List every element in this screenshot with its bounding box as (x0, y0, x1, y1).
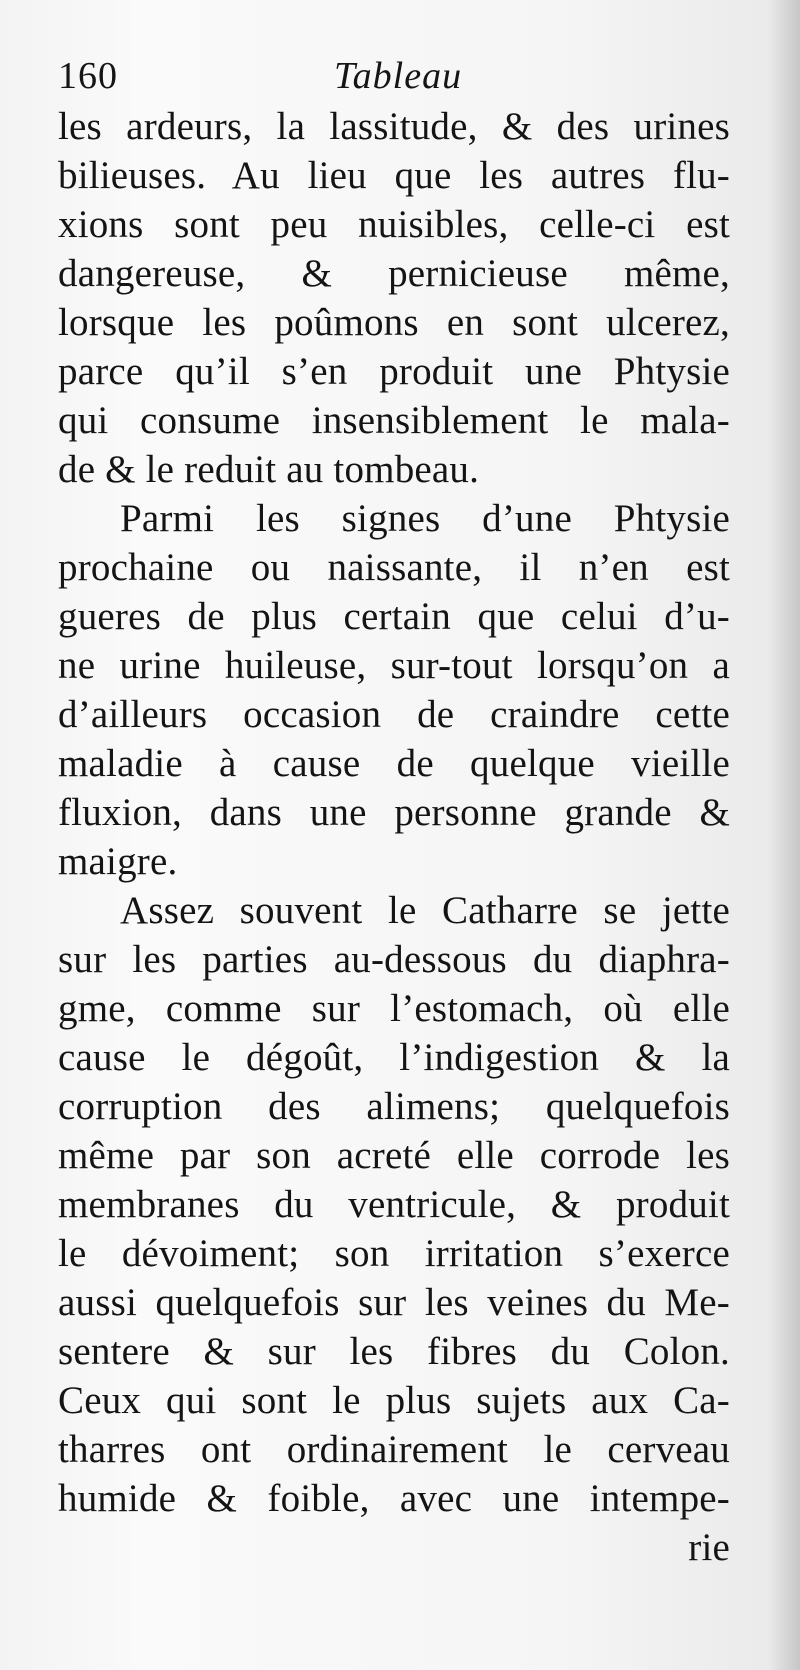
text-line: cause le dégoût, l’indigestion & la (58, 1036, 730, 1079)
text-line: même par son acreté elle corrode les (58, 1134, 730, 1177)
text-line: prochaine ou naissante, il n’en est (58, 546, 730, 589)
page-text (58, 102, 730, 1572)
text-line: bilieuses. Au lieu que les autres flu- (58, 154, 730, 197)
paragraph-first-line: Parmi les signes d’une Phtysie (120, 497, 730, 540)
catchword: rie (688, 1526, 730, 1569)
page-number: 160 (58, 55, 118, 97)
text-line: le dévoiment; son irritation s’exerce (58, 1232, 730, 1275)
text-line: sur les parties au-dessous du diaphra- (58, 938, 730, 981)
running-title: Tableau (334, 55, 463, 97)
text-line: Ceux qui sont le plus sujets aux Ca- (58, 1379, 730, 1422)
running-head (58, 52, 728, 100)
text-line: gueres de plus certain que celui d’u- (58, 595, 730, 638)
text-line: d’ailleurs occasion de craindre cette (58, 693, 730, 736)
text-line: fluxion, dans une personne grande & (58, 791, 730, 834)
text-line: xions sont peu nuisibles, celle-ci est (58, 203, 730, 246)
text-line: parce qu’il s’en produit une Phtysie (58, 350, 730, 393)
text-line: aussi quelquefois sur les veines du Me- (58, 1281, 730, 1324)
text-line: maladie à cause de quelque vieille (58, 742, 730, 785)
text-line: les ardeurs, la lassitude, & des urines (58, 105, 730, 148)
text-line: humide & foible, avec une intempe- (58, 1477, 730, 1520)
text-line: dangereuse, & pernicieuse même, (58, 252, 730, 295)
text-line: sentere & sur les fibres du Colon. (58, 1330, 730, 1373)
text-line: qui consume insensiblement le mala- (58, 399, 730, 442)
text-line: maigre. (58, 840, 178, 883)
text-line: membranes du ventricule, & produit (58, 1183, 730, 1226)
text-line: tharres ont ordinairement le cerveau (58, 1428, 730, 1471)
text-line: ne urine huileuse, sur-tout lorsqu’on a (58, 644, 730, 687)
text-line: corruption des alimens; quelquefois (58, 1085, 730, 1128)
text-line: gme, comme sur l’estomach, où elle (58, 987, 730, 1030)
paragraph-first-line: Assez souvent le Catharre se jette (120, 889, 730, 932)
text-line: lorsque les poûmons en sont ulcerez, (58, 301, 730, 344)
text-line: de & le reduit au tombeau. (58, 448, 480, 491)
